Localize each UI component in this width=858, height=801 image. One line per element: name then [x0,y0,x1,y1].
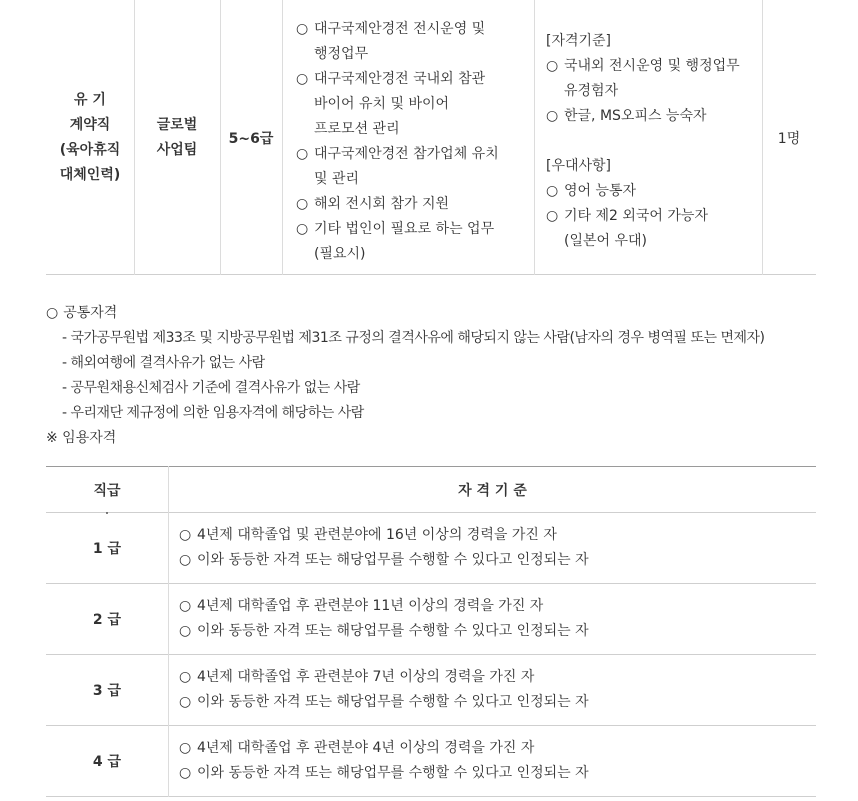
preference-line: 영어 능통자 [564,183,637,199]
criteria-text: 이와 동등한 자격 또는 해당업무를 수행할 수 있다고 인정되는 자 [197,623,589,639]
circle-bullet-icon: ○ [296,71,309,87]
table-row [46,726,816,796]
requirements-cell [546,29,761,254]
table-row [46,513,816,583]
circle-bullet-icon: ○ [546,58,559,74]
circle-bullet-icon: ○ [296,21,309,37]
spacer [546,129,761,154]
circle-bullet-icon: ○ [546,108,559,124]
duty-line: 바이어 유치 및 바이어 [314,96,450,112]
common-qualification-item: - 해외여행에 결격사유가 없는 사람 [62,355,265,371]
employment-type-line: 계약직 [69,116,111,133]
common-title-text: 공통자격 [63,305,118,321]
criteria-cell [179,523,589,573]
criteria-text: 이와 동등한 자격 또는 해당업무를 수행할 수 있다고 인정되는 자 [197,765,589,781]
headcount-cell: 1명 [777,130,801,147]
grade-label: 3 급 [92,683,122,699]
duty-line: 대구국제안경전 참가업체 유치 [314,146,499,162]
circle-bullet-icon: ○ [46,305,59,321]
qualification-line: 유경험자 [564,83,619,99]
common-qualifications-title [46,301,836,326]
criteria-text: 4년제 대학졸업 및 관련분야에 16년 이상의 경력을 가진 자 [197,527,557,543]
criteria-line [179,690,589,715]
duty-item [296,17,528,67]
circle-bullet-icon: ○ [179,552,192,568]
preference-line: 기타 제2 외국어 가능자 [564,208,708,224]
preference-item [546,179,761,204]
table-row [46,584,816,654]
grade-cell: 5~6급 [228,130,274,147]
circle-bullet-icon: ○ [179,740,192,756]
qualification-line: 한글, MS오피스 능숙자 [564,108,707,124]
duties-cell [296,17,528,267]
column-divider [534,0,535,275]
criteria-line [179,736,589,761]
duty-line: 및 관리 [314,171,360,187]
duty-item [296,67,528,142]
employment-type-line: 유 기 [74,91,106,108]
duty-line: 대구국제안경전 전시운영 및 [314,21,486,37]
appointment-qualification-note: ※ 임용자격 [46,430,117,446]
department-cell [134,0,220,275]
row-divider [46,796,816,797]
criteria-line [179,594,589,619]
criteria-line [179,619,589,644]
criteria-cell [179,594,589,644]
qualification-item [546,54,761,104]
duty-item [296,142,528,192]
common-qualifications [46,301,836,451]
criteria-line [179,548,589,573]
employment-type-cell [46,0,134,275]
grade-qualification-table [46,466,816,801]
criteria-line [179,761,589,786]
duty-line: 대구국제안경전 국내외 참관 [314,71,486,87]
preference-line: (일본어 우대) [564,233,647,249]
criteria-text: 이와 동등한 자격 또는 해당업무를 수행할 수 있다고 인정되는 자 [197,552,589,568]
duty-item [296,217,528,267]
preference-item [546,204,761,254]
grade-label: 1 급 [92,541,122,557]
circle-bullet-icon: ○ [179,598,192,614]
column-divider [282,0,283,275]
grade-label: 4 급 [92,754,122,770]
circle-bullet-icon: ○ [296,196,309,212]
circle-bullet-icon: ○ [296,221,309,237]
circle-bullet-icon: ○ [179,694,192,710]
employment-type-line: 대체인력) [59,166,121,183]
qualification-heading: [자격기준] [546,33,612,49]
preference-heading: [우대사항] [546,158,612,174]
duty-line: (필요시) [314,246,366,262]
circle-bullet-icon: ○ [296,146,309,162]
criteria-cell [179,665,589,715]
duty-line: 기타 법인이 필요로 하는 업무 [314,221,495,237]
criteria-text: 이와 동등한 자격 또는 해당업무를 수행할 수 있다고 인정되는 자 [197,694,589,710]
department-line: 사업팀 [156,141,198,158]
qualification-line: 국내외 전시운영 및 행정업무 [564,58,740,74]
criteria-line [179,665,589,690]
duty-line: 프로모션 관리 [314,121,400,137]
circle-bullet-icon: ○ [179,765,192,781]
job-posting-table [46,0,816,275]
department-line: 글로벌 [156,116,198,133]
criteria-line [179,523,589,548]
criteria-text: 4년제 대학졸업 후 관련분야 7년 이상의 경력을 가진 자 [197,669,535,685]
criteria-cell [179,736,589,786]
criteria-text: 4년제 대학졸업 후 관련분야 4년 이상의 경력을 가진 자 [197,740,535,756]
circle-bullet-icon: ○ [546,183,559,199]
duty-line: 해외 전시회 참가 지원 [314,196,450,212]
circle-bullet-icon: ○ [179,527,192,543]
duty-line: 행정업무 [314,46,369,62]
header-criteria: 자 격 기 준 [458,482,527,499]
header-grade: 직급 [93,482,121,499]
circle-bullet-icon: ○ [179,623,192,639]
qualification-item [546,104,761,129]
grade-label: 2 급 [92,612,122,628]
common-qualification-item: - 국가공무원법 제33조 및 지방공무원법 제31조 규정의 결격사유에 해당되지 않는 사람(남자의 경우 병역필 또는 면제자) [62,330,765,346]
common-qualification-item: - 공무원채용신체검사 기준에 결격사유가 없는 사람 [62,380,360,396]
duty-item [296,192,528,217]
common-qualification-item: - 우리재단 제규정에 의한 임용자격에 해당하는 사람 [62,405,364,421]
table-row [46,655,816,725]
criteria-text: 4년제 대학졸업 후 관련분야 11년 이상의 경력을 가진 자 [197,598,544,614]
circle-bullet-icon: ○ [546,208,559,224]
employment-type-line: (육아휴직 [59,141,121,158]
circle-bullet-icon: ○ [179,669,192,685]
